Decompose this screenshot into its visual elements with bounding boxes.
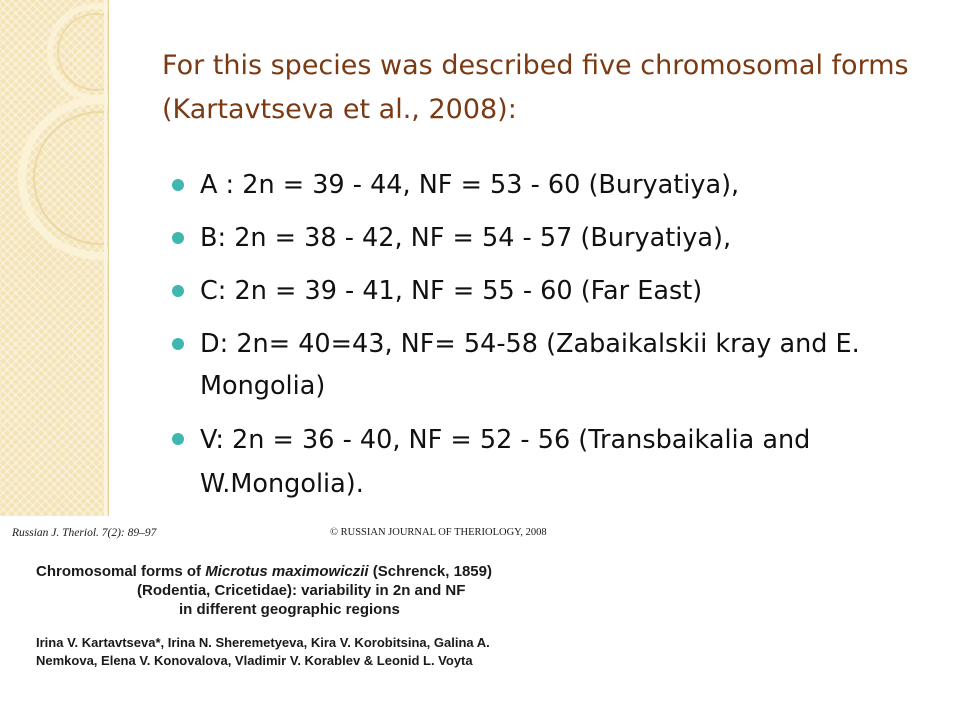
bullet-text: V: 2n = 36 - 40, NF = 52 - 56 (Transbaikalia and W.Mongolia). [200,425,811,499]
bullet-text: B: 2n = 38 - 42, NF = 54 - 57 (Buryatiya), [200,223,732,253]
slide-title: For this species was described five chromosomal forms (Kartavtseva et al., 2008): [162,50,909,125]
bullet-dot-icon [172,285,184,297]
bullet-dot-icon [172,433,184,445]
journal-citation: Russian J. Theriol. 7(2): 89–97 [12,527,157,539]
paper-title-line3: in different geographic regions [179,601,400,618]
bullet-item [172,217,932,259]
bullet-item [172,164,932,206]
paper-title-suffix: (Schrenck, 1859) [368,563,492,580]
authors-line1: Irina V. Kartavtseva*, Irina N. Sheremetyeva, Kira V. Korobitsina, Galina A. [36,635,490,650]
paper-snippet-image [0,516,600,720]
bullet-dot-icon [172,338,184,350]
authors-line2: Nemkova, Elena V. Konovalova, Vladimir V. Korablev & Leonid L. Voyta [36,653,473,668]
journal-copyright: © RUSSIAN JOURNAL OF THERIOLOGY, 2008 [330,527,547,538]
paper-title-line2: (Rodentia, Cricetidae): variability in 2n and NF [137,582,466,599]
bullet-item [172,270,932,312]
bullet-item [172,323,932,407]
paper-title [36,562,556,619]
bullet-dot-icon [172,179,184,191]
bullet-list [172,164,932,512]
paper-authors [36,634,556,670]
bullet-text: A : 2n = 39 - 44, NF = 53 - 60 (Buryatiya), [200,170,740,200]
bullet-item [172,418,932,506]
paper-title-prefix: Chromosomal forms of [36,563,206,580]
paper-title-species: Microtus maximowiczii [205,563,369,580]
bullet-text: D: 2n= 40=43, NF= 54-58 (Zabaikalskii kray and E. Mongolia) [200,329,860,401]
bullet-dot-icon [172,232,184,244]
bullet-text: C: 2n = 39 - 41, NF = 55 - 60 (Far East) [200,276,703,306]
